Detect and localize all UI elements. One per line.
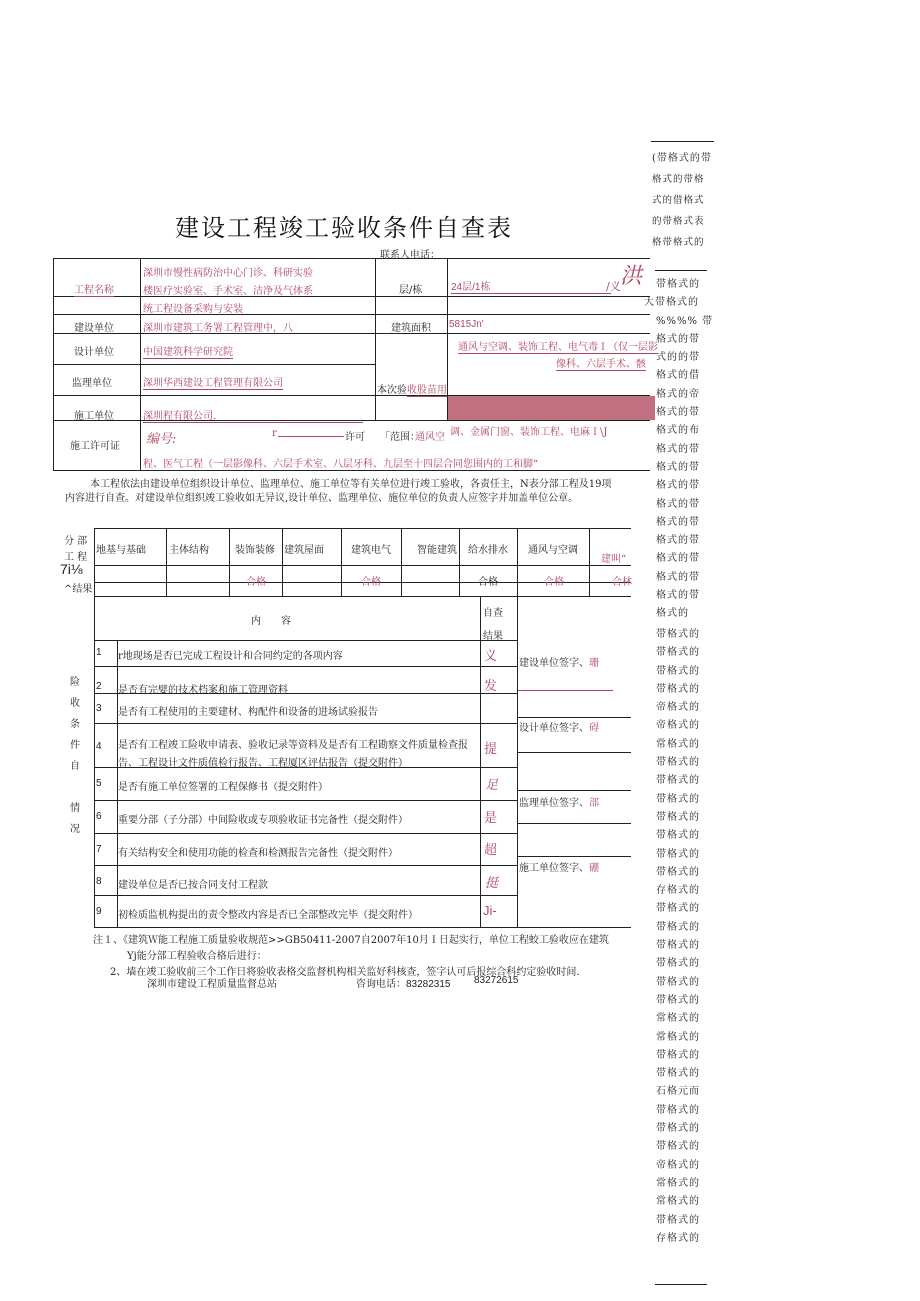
permit-range-cont: 调、金属门窗、装饰工程、电麻Ｉ\J <box>450 427 608 438</box>
note-line2: Yj能分部工程验收合格后进行： <box>127 951 267 962</box>
subdiv-item: 给水排水 <box>468 545 508 556</box>
scope-label-prefix: 本次验 <box>377 385 407 396</box>
permit-range-value: 通风空 <box>415 432 445 443</box>
subdiv-item: 通风与空调 <box>528 545 578 556</box>
subdiv-item: 智能建筑 <box>417 545 457 556</box>
sign-contractor: 施工单位签字、硼 <box>519 863 599 874</box>
floor-label: 层/栋 <box>399 285 423 296</box>
check-row-no: 3 <box>96 703 102 714</box>
checks-header-result-2: 结果 <box>483 631 503 642</box>
check-row-text: 建设单位是否已按合同支付工程款 <box>118 880 268 891</box>
check-row-result: 挺 <box>485 876 499 891</box>
handwritten-mark: 洪 <box>620 264 643 289</box>
scope-highlight-block <box>448 396 655 420</box>
check-row-no: 6 <box>96 811 102 822</box>
permit-number: 编号: <box>146 432 177 447</box>
checks-header-content: 内 容 <box>251 616 291 627</box>
check-row-result: 是 <box>484 811 498 826</box>
check-row-result: 超 <box>484 843 498 858</box>
permit-line <box>278 436 344 437</box>
note-org: 深圳市建设工程质量监督总站 <box>147 979 277 990</box>
check-row-no: 7 <box>96 844 102 855</box>
check-row-no: 2 <box>96 681 102 692</box>
contractor-value: 深圳程有限公司. <box>143 407 363 423</box>
check-row-text: 是否有施工单位签署的工程保修书（提交附件） <box>118 782 328 793</box>
check-row-no: 8 <box>96 876 102 887</box>
sidebar-bottom: 带格式的 带格式的 带格式的 带格式的 帝格式的 帝格式的 常格式的 带格式的 带格式的 带格式的 带格式的 带格式的 带格式的 带格式的 存格式的 带格式的 带格式的 带格式的 带格式的 带格式的 带格式的 常格式的 常格式的 带格式的 带格式的 石格元而 带格式的 带格式的 带格式的 帝格式的 常格式的 常格式的 带格式的 存格式的 <box>656 629 700 1244</box>
check-row-result: 提 <box>484 742 498 757</box>
subdiv-item: 装饰装修 <box>235 545 275 556</box>
scope-label <box>377 381 447 396</box>
subdiv-result: 合格 <box>246 577 266 588</box>
subdiv-label-4: ^结果 <box>64 584 93 595</box>
builder-label: 建设单位 <box>74 323 114 334</box>
checks-header-result-1: 自查 <box>483 608 503 619</box>
supervisor-label: 监理单位 <box>72 378 112 389</box>
check-row-no: 4 <box>96 741 102 752</box>
project-name-line1: 深圳市慢性病防治中心门诊、科研实验 <box>143 268 313 279</box>
scope-text-line2: 像科、六层手术、骸 <box>556 355 646 371</box>
permit-suffix: 许可 <box>345 432 365 443</box>
permit-range-label: 「范围： <box>380 432 420 443</box>
sign-design: 设计单位签字、碍 <box>519 723 599 734</box>
note-line3: 2、墙在竣工验收前三个工作日将验收表格交监督机构相关监好科核查，签字认可后报综合科约定验收时间. <box>110 967 580 978</box>
design-label: 设计单位 <box>74 347 114 358</box>
check-row-result: Ji- <box>483 903 497 918</box>
subdiv-item: 地基与基础 <box>96 545 146 556</box>
check-row-result: 义 <box>484 649 498 664</box>
subdiv-label-3: 7i⅛ <box>60 561 83 577</box>
subdiv-item: 建筑电气 <box>351 545 391 556</box>
subdiv-result: 合格 <box>361 577 381 588</box>
sign-supervisor: 监理单位签字、部 <box>519 798 599 809</box>
subdiv-item: 主体结构 <box>169 545 209 556</box>
area-value: 5815Jn' <box>449 319 484 330</box>
check-row-no: 5 <box>96 778 102 789</box>
check-row-text: 有关结构安全和使用功能的检查和检测报告完备性（提交附件） <box>118 848 398 859</box>
check-row-no: 1 <box>96 647 102 658</box>
permit-label: 施工许可证 <box>70 441 120 452</box>
check-row-text: 是否有工程竣工险收申请表、验收记录等资料及是否有工程勘察文件质量检查报 <box>118 740 468 751</box>
check-row-text: 是否有完嬖的技术档案和施工管理资料 <box>118 685 288 696</box>
sign-builder: 建设单位签字、珊 <box>519 658 599 669</box>
project-name-line3: 统工程设备采购与安装 <box>143 304 243 315</box>
area-label: 建筑面积 <box>391 323 431 334</box>
check-row-text: 初检质监机构提出的责令整改内容是否已全部整改完毕（提交附件） <box>118 910 418 921</box>
subdiv-item: 建叫“ <box>601 554 627 565</box>
sidebar-mid: 带格式的 大带格式的 %%%% 带 格式的带 式的的带 格式的借 格式的帝 格式的带 格式的布 格式的带 格式的带 格式的带 格式的带 格式的带 格式的带 格式的带 格式的带 格式的带 格式的 <box>644 279 714 620</box>
intro-line1: 本工程依法由建设单位组织设计单位、监理单位、施工单位等有关单位进行竣工验收，各责任主，N表分部工程及19项 <box>90 479 612 490</box>
subdiv-label-2: 工 程 <box>64 552 88 563</box>
check-row-text: 是否有工程使用的主要建材、构配件和设备的进场试验报告 <box>118 707 378 718</box>
note-phone: 咨询电话：83282315 <box>356 979 451 990</box>
floor-mark: /义 <box>606 280 621 293</box>
subdiv-label-1: 分 部 <box>64 536 88 547</box>
note-line1: 注１、《建筑Ｗ能工程施工质量验收规范>>GB50411-2007自2007年10月Ｉ日起实行，单位工程蛟工验收应在建筑 <box>93 935 609 946</box>
check-row-no: 9 <box>96 906 102 917</box>
note-phone2: 83272615 <box>474 975 519 986</box>
check-row-result: 发 <box>484 679 498 694</box>
page-title: 建设工程竣工验收条件自查表 <box>175 214 513 242</box>
contractor-label: 施工单位 <box>74 411 114 422</box>
floor-value: 24层/1栋 <box>451 278 611 294</box>
project-name-line2: 楼医疗实验室、手术室、洁净及气体系 <box>143 286 313 297</box>
check-row-text-2: 告、工程设计文件质值检行报告、工程厦区评估报告（提交附件） <box>118 758 408 769</box>
design-value: 中国建筑科学研究院 <box>143 343 233 359</box>
contact-label: 联系人电话： <box>380 250 440 261</box>
permit-r: r <box>272 428 277 439</box>
subdiv-result: 合林 <box>612 577 632 588</box>
subdiv-result: 合格 <box>544 577 564 588</box>
scope-text-line1: 通风与空调、装饰工程、电气毒Ｉ（仅一层影 <box>458 338 658 354</box>
check-row-text: r地现场是否已完成工程设计和合同约定的各项内容 <box>118 651 343 662</box>
checks-side-label: 险 收 条 件 自 情 况 <box>70 677 80 835</box>
supervisor-value: 深圳华西建设工程管理有限公司 <box>143 374 283 390</box>
check-row-text: 重要分部（子分部）中间险收或专项验收证书完备性（提交附件） <box>118 815 408 826</box>
permit-line2: 程、医气工程（一层影像科、六层手术室、八层牙科、九层至十四层合同您围内的工和脚“ <box>143 459 539 470</box>
sidebar-top: (带格式的带 格式的带格 式的借格式 的带格式表 格带格式的 <box>652 153 712 248</box>
subdiv-item: 建筑屋面 <box>284 545 324 556</box>
project-name-label: 工程名称 <box>74 281 114 297</box>
builder-value: 深圳市建筑工务署工程管理中，八 <box>143 323 293 334</box>
scope-label-link: 收股苗用 <box>407 385 447 396</box>
subdiv-result: 合格 <box>478 577 498 588</box>
check-row-result: 足 <box>485 778 499 793</box>
intro-line2: 内容进行自查。对建设单位组织竣工验收如无异议,设计单位、监理单位、施位单位的负责人应签字并加盖单位公章。 <box>65 493 579 504</box>
